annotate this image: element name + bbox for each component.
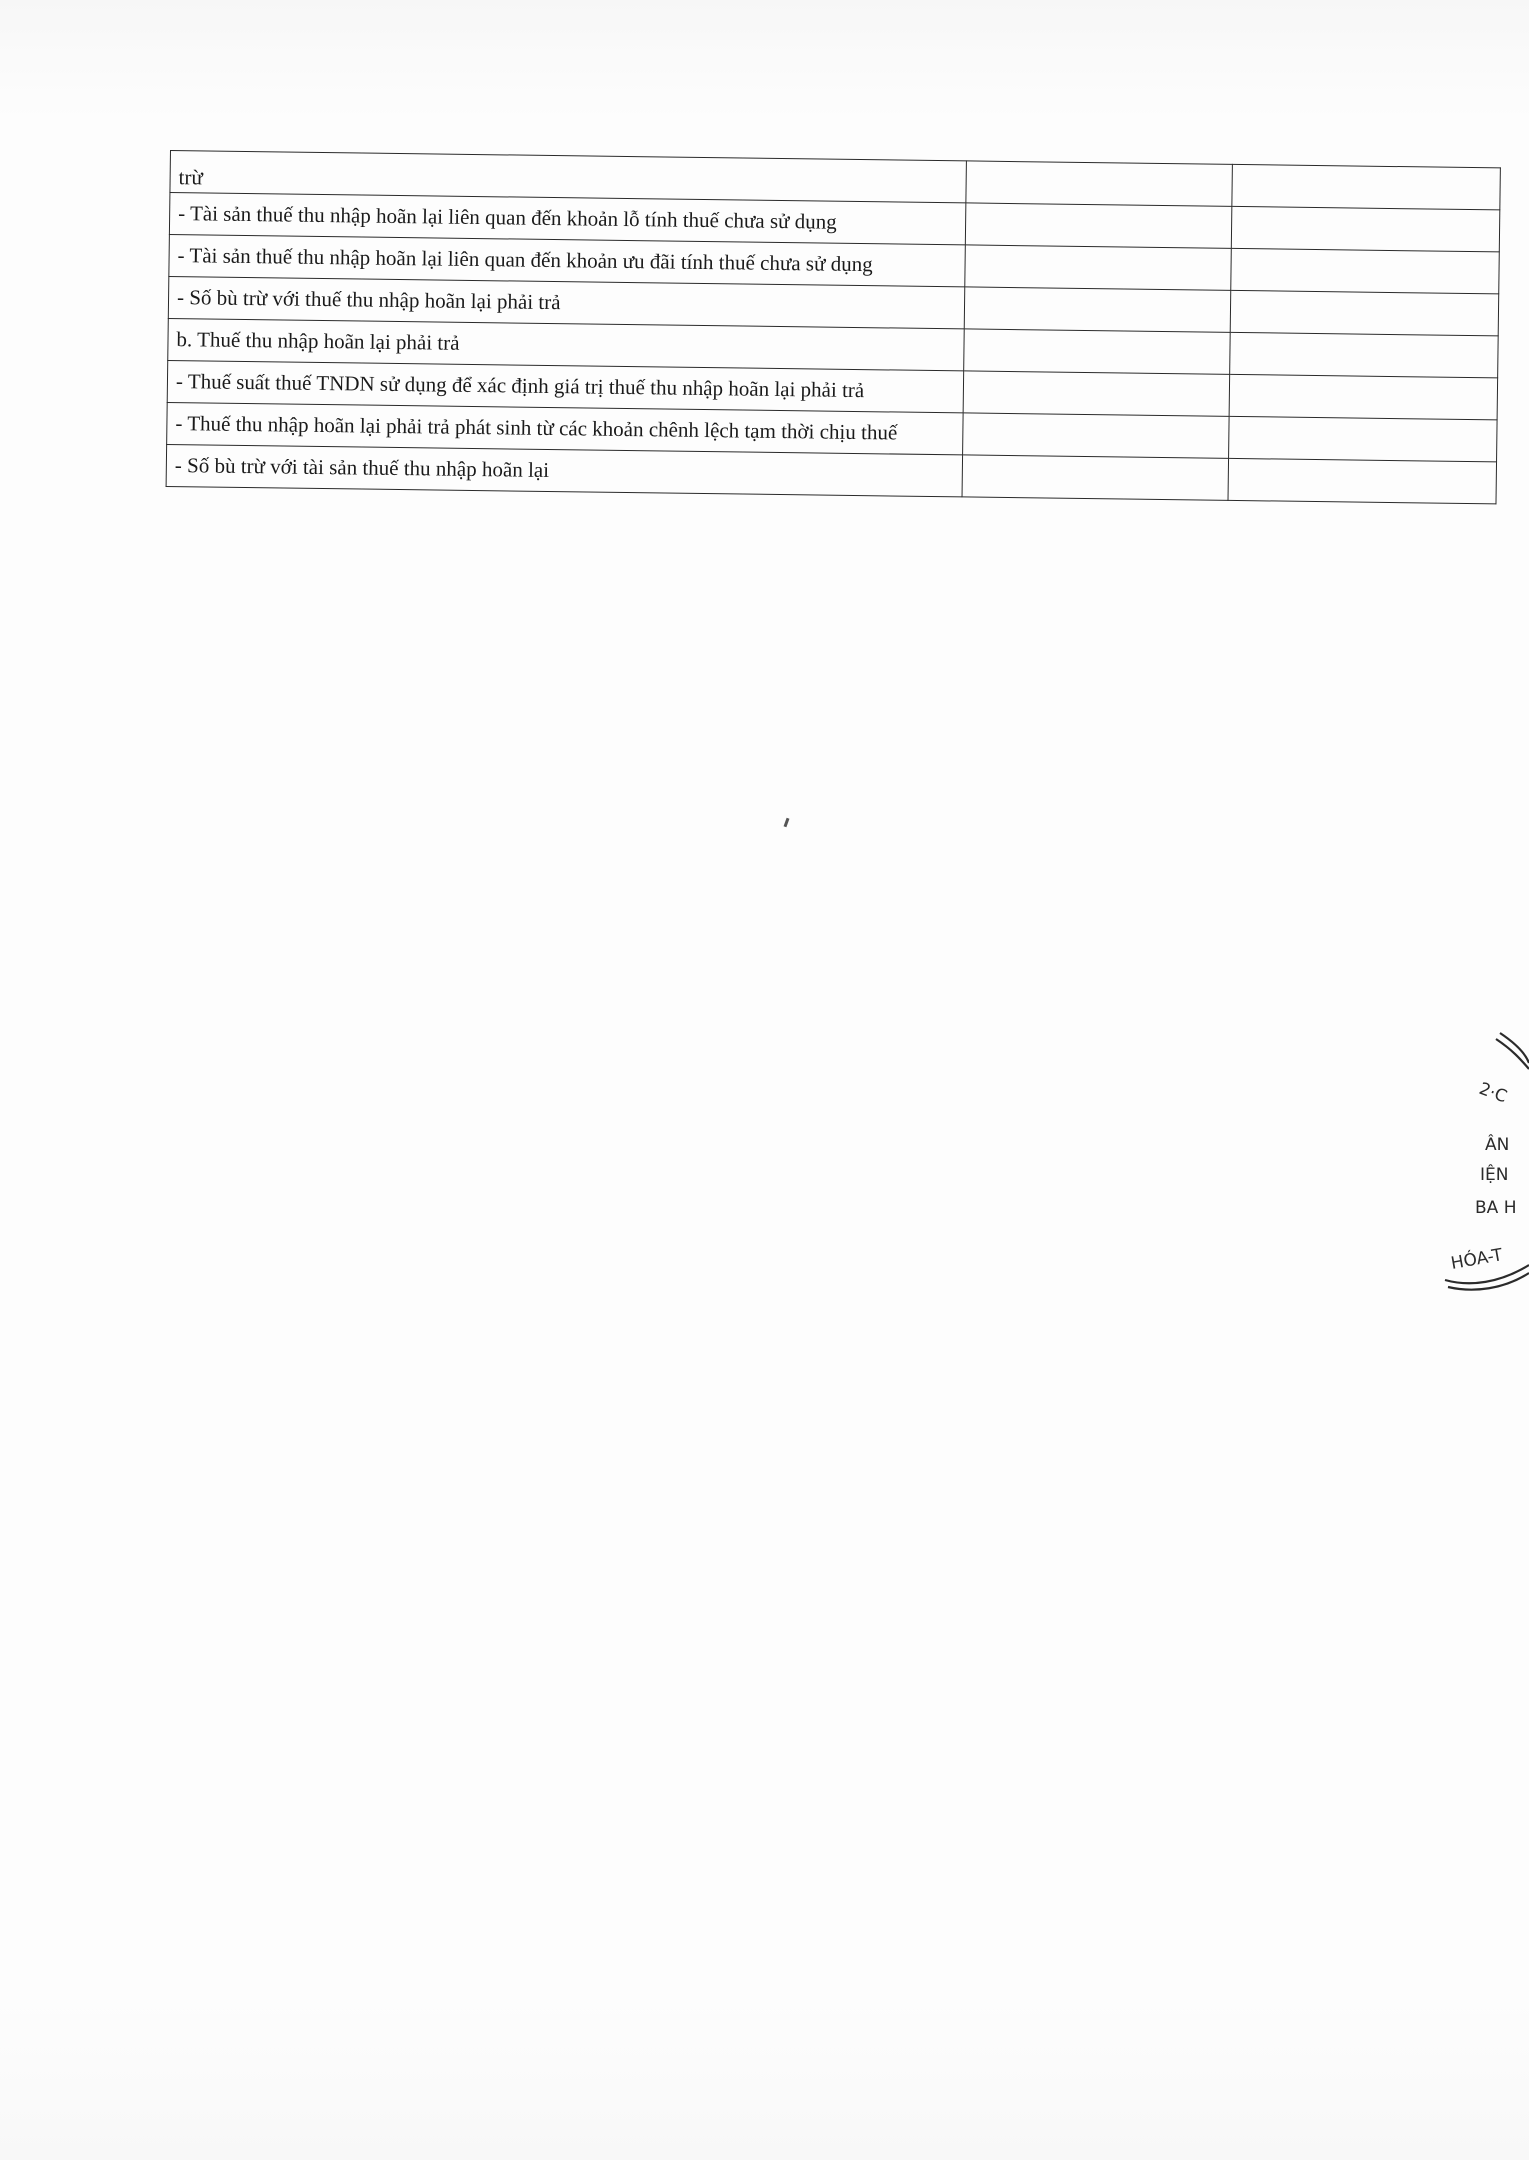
row-label: trừ — [170, 151, 966, 203]
company-seal — [1440, 1025, 1529, 1295]
seal-icon — [1440, 1025, 1529, 1295]
seal-text-4: BA H — [1475, 1198, 1517, 1218]
scan-speck — [784, 818, 790, 827]
row-value-2 — [1228, 458, 1497, 504]
row-label: b. Thuế thu nhập hoãn lại phải trả — [168, 318, 964, 370]
row-value-2 — [1231, 248, 1500, 294]
row-value-1 — [966, 161, 1233, 206]
row-value-1 — [964, 329, 1231, 374]
row-value-1 — [965, 245, 1232, 290]
row-value-2 — [1229, 374, 1498, 420]
row-label: - Tài sản thuế thu nhập hoãn lại liên quan đến khoản ưu đãi tính thuế chưa sử dụng — [169, 234, 965, 286]
row-value-1 — [964, 287, 1231, 332]
row-label: - Số bù trừ với tài sản thuế thu nhập hoãn lại — [166, 444, 962, 496]
deferred-tax-table — [166, 150, 1501, 504]
row-value-2 — [1232, 164, 1501, 210]
row-value-1 — [965, 203, 1232, 248]
row-value-2 — [1231, 206, 1500, 252]
row-label: - Số bù trừ với thuế thu nhập hoãn lại phải trả — [168, 276, 964, 328]
row-value-1 — [962, 455, 1229, 500]
seal-text-1: 2·C — [1476, 1078, 1510, 1108]
seal-text-3: IỆN — [1480, 1165, 1509, 1185]
seal-text-2: ÂN — [1485, 1135, 1510, 1155]
row-label: - Tài sản thuế thu nhập hoãn lại liên quan đến khoản lỗ tính thuế chưa sử dụng — [169, 193, 965, 245]
row-value-2 — [1230, 332, 1499, 378]
row-value-1 — [963, 371, 1230, 416]
seal-text-5: HÓA-T — [1449, 1245, 1505, 1274]
row-value-1 — [963, 413, 1230, 458]
row-label: - Thuế thu nhập hoãn lại phải trả phát sinh từ các khoản chênh lệch tạm thời chịu thuế — [167, 402, 963, 454]
row-label: - Thuế suất thuế TNDN sử dụng để xác định giá trị thuế thu nhập hoãn lại phải trả — [167, 360, 963, 412]
deferred-tax-table-container — [166, 150, 1500, 504]
row-value-2 — [1229, 416, 1498, 462]
row-value-2 — [1230, 290, 1499, 336]
